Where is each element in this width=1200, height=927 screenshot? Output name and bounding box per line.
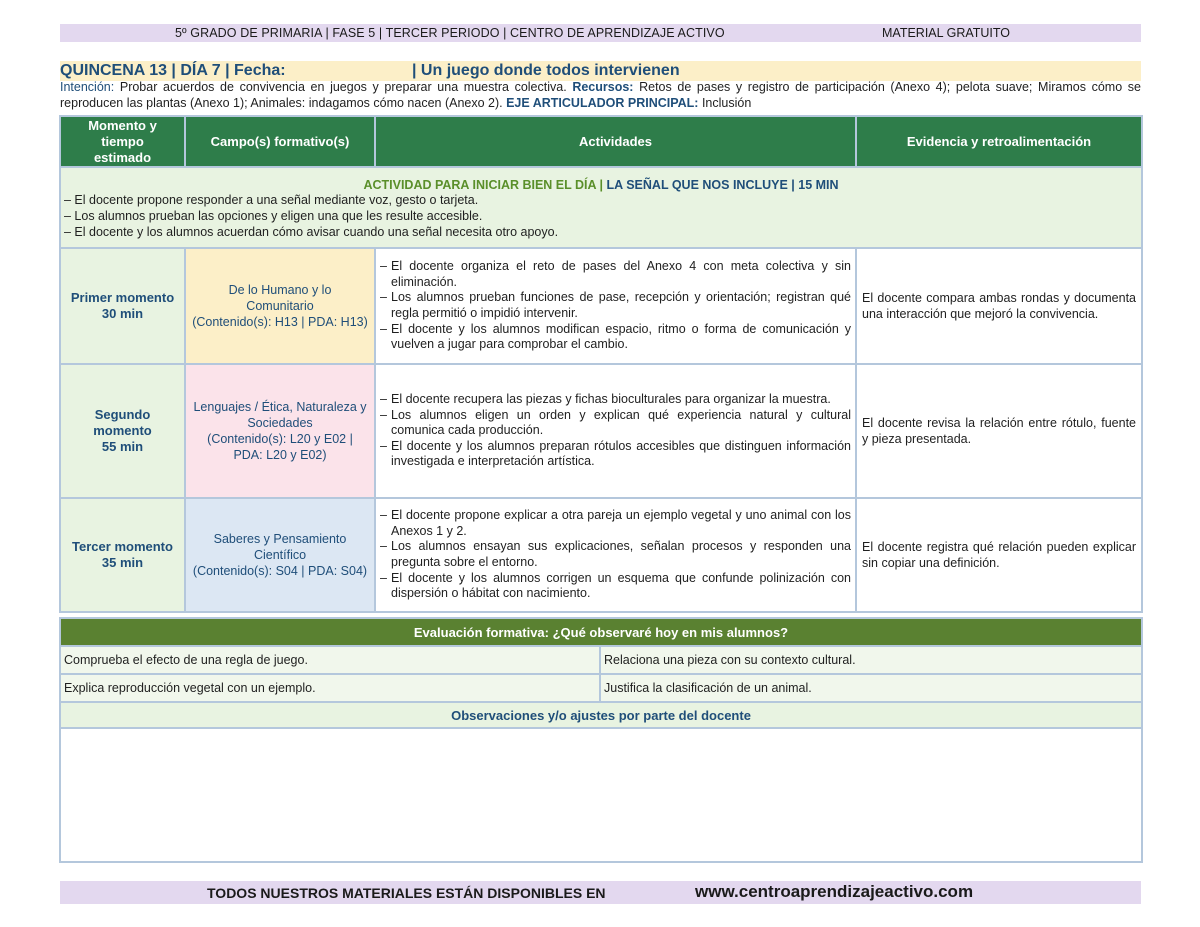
list-item: – El docente y los alumnos corrigen un esquema que confunde polinización con dispersión o hábitat con nacimiento. (380, 571, 851, 602)
header-actividades: Actividades (375, 116, 856, 167)
top-banner (60, 24, 1141, 42)
evaluation-item: Relaciona una pieza con su contexto cultural. (600, 646, 1142, 674)
planning-table (59, 115, 1143, 613)
actividades-cell (375, 498, 856, 612)
list-item: – Los alumnos prueban las opciones y eligen una que les resulte accesible. (64, 208, 483, 223)
header-campo: Campo(s) formativo(s) (185, 116, 375, 167)
campo-contenido: (Contenido(s): S04 | PDA: S04) (192, 564, 368, 578)
momento-label: Tercer momento (72, 539, 173, 554)
campo-name: Lenguajes / Ética, Naturaleza y Sociedades (193, 400, 367, 430)
evaluation-title: Evaluación formativa: ¿Qué observaré hoy en mis alumnos? (60, 618, 1142, 646)
evaluation-row (60, 674, 1142, 702)
table-row (60, 248, 1142, 364)
list-item: – El docente propone responder a una señal mediante voz, gesto o tarjeta. (64, 192, 479, 207)
evidencia-cell: El docente registra qué relación pueden explicar sin copiar una definición. (856, 498, 1142, 612)
list-item: – Los alumnos ensayan sus explicaciones, señalan procesos y responden una pregunta sobre el entorno. (380, 539, 851, 570)
intencion-text: Probar acuerdos de convivencia en juegos y preparar una muestra colectiva. (119, 80, 567, 94)
campo-cell (185, 364, 375, 498)
campo-cell (185, 248, 375, 364)
actividades-cell (375, 248, 856, 364)
table-header-row (60, 116, 1142, 167)
header-evidencia: Evidencia y retroalimentación (856, 116, 1142, 167)
table-row (60, 498, 1142, 612)
table-row (60, 364, 1142, 498)
observations-area[interactable] (60, 728, 1142, 862)
title-quincena-dia: QUINCENA 13 | DÍA 7 | Fecha: (60, 62, 286, 79)
momento-cell (60, 248, 185, 364)
banner-free-material: MATERIAL GRATUITO (882, 26, 1011, 40)
start-title-green: ACTIVIDAD PARA INICIAR BIEN EL DÍA | (363, 177, 604, 192)
footer-url[interactable]: www.centroaprendizajeactivo.com (695, 882, 974, 901)
campo-name: De lo Humano y lo Comunitario (228, 283, 332, 313)
footer-text: TODOS NUESTROS MATERIALES ESTÁN DISPONIBLES EN (207, 885, 606, 901)
list-item: – Los alumnos prueban funciones de pase, recepción y orientación; registran qué regla permitió o impidió intervenir. (380, 290, 851, 321)
start-activity-list (61, 192, 1141, 240)
start-activity-row (60, 167, 1142, 248)
list-item: – El docente y los alumnos modifican espacio, ritmo o forma de comunicación y vuelven a jugar para comprobar el cambio. (380, 322, 851, 353)
list-item: – El docente y los alumnos preparan rótulos accesibles que distinguen información investigada e interpretación artística. (380, 439, 851, 470)
evaluation-item: Justifica la clasificación de un animal. (600, 674, 1142, 702)
evaluation-item: Explica reproducción vegetal con un ejemplo. (60, 674, 600, 702)
evidencia-cell: El docente revisa la relación entre rótulo, fuente y pieza presentada. (856, 364, 1142, 498)
list-item: – El docente propone explicar a otra pareja un ejemplo vegetal y uno animal con los Anexos 1 y 2. (380, 508, 851, 539)
intencion-label: Intención: (60, 80, 115, 94)
momento-time: 35 min (101, 555, 144, 570)
start-activity-title (61, 178, 1141, 192)
title-activity-name: | Un juego donde todos intervienen (412, 62, 680, 79)
evaluation-item: Comprueba el efecto de una regla de juego. (60, 646, 600, 674)
campo-contenido: (Contenido(s): H13 | PDA: H13) (192, 315, 368, 329)
evidencia-cell: El docente compara ambas rondas y documenta una interacción que mejoró la convivencia. (856, 248, 1142, 364)
recursos-text: Retos de pases y registro de participación (Anexo 4); pelota suave; Miramos cómo se reproducen las plantas (Anexo 1); Animales: indagamos cómo nacen (Anexo 2). (60, 80, 1141, 110)
actividades-cell (375, 364, 856, 498)
eje-label: EJE ARTICULADOR PRINCIPAL: (506, 95, 699, 110)
momento-label: Primer momento (70, 290, 175, 305)
list-item: – Los alumnos eligen un orden y explican qué experiencia natural y cultural comunica cada producción. (380, 408, 851, 439)
momento-time: 30 min (101, 306, 144, 321)
list-item: – El docente organiza el reto de pases del Anexo 4 con meta colectiva y sin eliminación. (380, 259, 851, 290)
campo-name: Saberes y Pensamiento Científico (213, 532, 347, 562)
momento-label: Segundo momento (93, 407, 152, 438)
list-item: – El docente y los alumnos acuerdan cómo avisar cuando una señal necesita otro apoyo. (64, 224, 559, 239)
banner-grade-info: 5º GRADO DE PRIMARIA | FASE 5 | TERCER PERIODO | CENTRO DE APRENDIZAJE ACTIVO (175, 26, 725, 40)
list-item: – El docente recupera las piezas y fichas bioculturales para organizar la muestra. (380, 392, 851, 408)
start-activity-cell (60, 167, 1142, 248)
header-momento: Momento y tiempo estimado (60, 116, 185, 167)
momento-time: 55 min (101, 439, 144, 454)
page-title (60, 61, 1141, 81)
footer-banner (60, 881, 1141, 904)
momento-cell (60, 498, 185, 612)
momento-cell (60, 364, 185, 498)
observations-title: Observaciones y/o ajustes por parte del docente (60, 702, 1142, 728)
evaluation-table (59, 617, 1143, 863)
campo-cell (185, 498, 375, 612)
eje-text: Inclusión (701, 95, 752, 110)
intent-paragraph (60, 80, 1141, 111)
start-title-blue: LA SEÑAL QUE NOS INCLUYE | 15 MIN (606, 177, 839, 192)
recursos-label: Recursos: (572, 80, 634, 94)
campo-contenido: (Contenido(s): L20 y E02 | PDA: L20 y E02) (207, 432, 353, 462)
evaluation-row (60, 646, 1142, 674)
